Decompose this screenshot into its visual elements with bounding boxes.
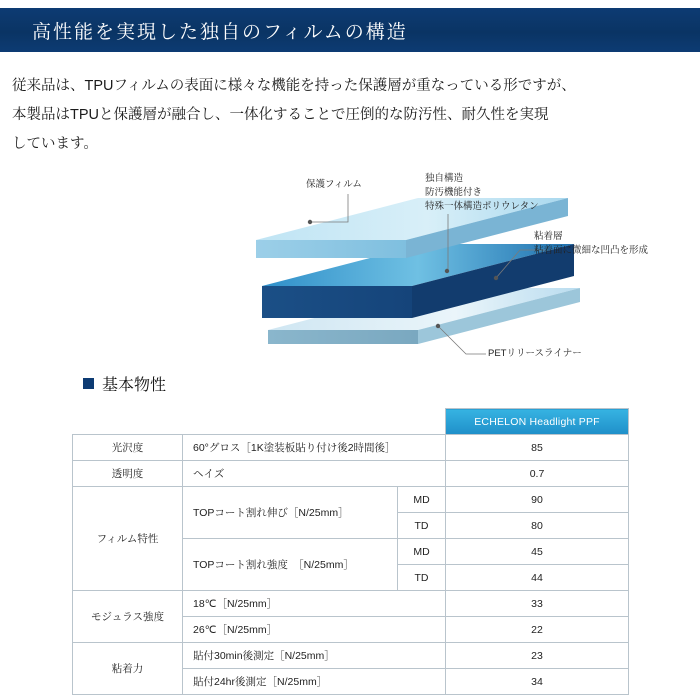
cell-value: 33: [446, 591, 629, 617]
basic-properties-table: [72, 408, 629, 695]
cell-description: ヘイズ: [183, 461, 446, 487]
cell-description: TOPコート割れ強度 ［N/25mm］: [183, 539, 398, 591]
table-header-row: [73, 409, 629, 435]
cell-value: 44: [446, 565, 629, 591]
table-row: [73, 643, 629, 669]
intro-line-1: 従来品は、TPUフィルムの表面に様々な機能を持った保護層が重なっている形ですが、: [12, 78, 576, 94]
intro-paragraph: [12, 72, 688, 159]
table-row: [73, 435, 629, 461]
cell-value: 34: [446, 669, 629, 695]
intro-line-2: 本製品はTPUと保護層が融合し、一体化することで圧倒的な防汚性、耐久性を実現: [12, 107, 549, 123]
section-heading-basic-properties: [83, 372, 166, 395]
label-unique-line-2: 防汚機能付き: [425, 186, 483, 198]
cell-direction: MD: [398, 539, 446, 565]
label-adhesive-line-2: 粘着面に微細な凹凸を形成: [534, 244, 649, 256]
cell-direction: TD: [398, 513, 446, 539]
label-unique-line-3: 特殊一体構造ポリウレタン: [425, 200, 539, 212]
cell-description: 18℃［N/25mm］: [183, 591, 446, 617]
header-blank-desc: [183, 409, 398, 435]
header-product-name: ECHELON Headlight PPF: [446, 409, 629, 435]
cell-value: 23: [446, 643, 629, 669]
cell-category: モジュラス強度: [73, 591, 183, 643]
header-blank-category: [73, 409, 183, 435]
label-unique-line-1: 独自構造: [425, 173, 464, 184]
cell-category: フィルム特性: [73, 487, 183, 591]
film-structure-diagram: [0, 158, 700, 376]
cell-description: TOPコート割れ伸び［N/25mm］: [183, 487, 398, 539]
page-title: 高性能を実現した独自のフィルムの構造: [32, 21, 408, 43]
intro-line-3: しています。: [12, 136, 98, 152]
cell-category: 粘着力: [73, 643, 183, 695]
page-header: [0, 8, 700, 52]
label-adhesive-layer: [534, 230, 648, 258]
cell-value: 0.7: [446, 461, 629, 487]
label-pet-liner: PETリリースライナー: [488, 348, 582, 359]
label-unique-structure: [425, 172, 539, 213]
cell-value: 90: [446, 487, 629, 513]
cell-value: 80: [446, 513, 629, 539]
label-adhesive-line-1: 粘着層: [534, 231, 563, 242]
header-blank-dir: [398, 409, 446, 435]
section-heading-label: 基本物性: [102, 377, 167, 394]
cell-description: 60°グロス［1K塗装板貼り付け後2時間後］: [183, 435, 446, 461]
cell-category: 光沢度: [73, 435, 183, 461]
cell-description: 貼付24hr後測定［N/25mm］: [183, 669, 446, 695]
spec-table-container: [72, 408, 628, 695]
table-row: [73, 591, 629, 617]
table-row: [73, 461, 629, 487]
cell-description: 26℃［N/25mm］: [183, 617, 446, 643]
cell-value: 85: [446, 435, 629, 461]
square-bullet-icon: [83, 378, 94, 389]
cell-value: 45: [446, 539, 629, 565]
cell-direction: MD: [398, 487, 446, 513]
cell-category: 透明度: [73, 461, 183, 487]
cell-direction: TD: [398, 565, 446, 591]
cell-description: 貼付30min後測定［N/25mm］: [183, 643, 446, 669]
label-protective-film: 保護フィルム: [306, 179, 362, 190]
table-row: [73, 487, 629, 513]
cell-value: 22: [446, 617, 629, 643]
